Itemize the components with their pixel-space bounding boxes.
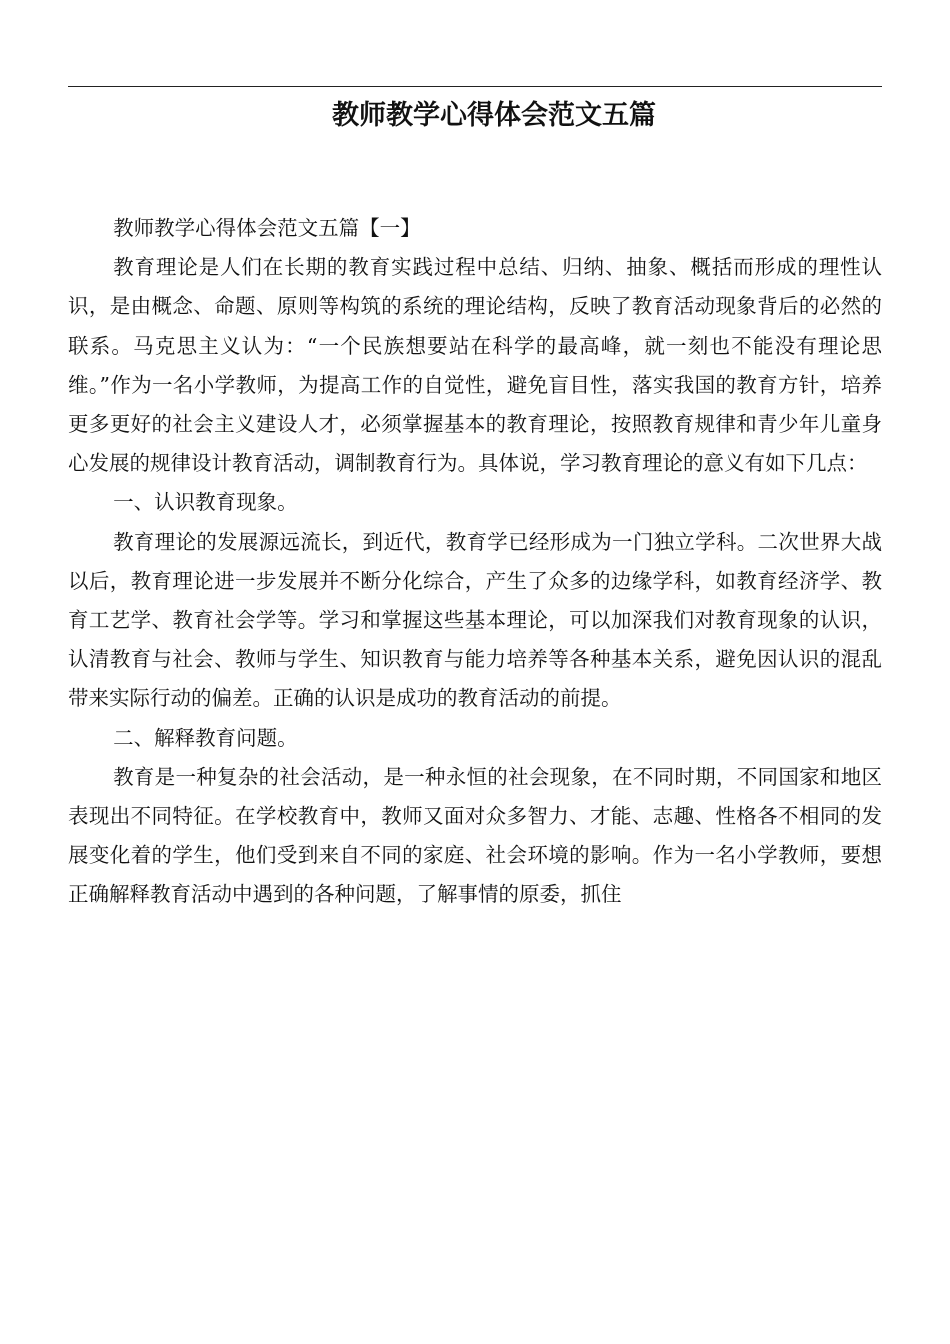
body-paragraph: 教育理论的发展源远流长，到近代，教育学已经形成为一门独立学科。二次世界大战以后，教育理论进一步发展并不断分化综合，产生了众多的边缘学科，如教育经济学、教育工艺学、教育社会学等。学习和掌握这些基本理论，可以加深我们对教育现象的认识，认清教育与社会、教师与学生、知识教育与能力培养等各种基本关系，避免因认识的混乱带来实际行动的偏差。正确的认识是成功的教育活动的前提。: [68, 529, 882, 711]
body-paragraph: 教育理论是人们在长期的教育实践过程中总结、归纳、抽象、概括而形成的理性认识，是由概念、命题、原则等构筑的系统的理论结构，反映了教育活动现象背后的必然的联系。马克思主义认为：“一个民族想要站在科学的最高峰，就一刻也不能没有理论思维。”作为一名小学教师，为提高工作的自觉性，避免盲目性，落实我国的教育方针，培养更多更好的社会主义建设人才，必须掌握基本的教育理论，按照教育规律和青少年儿童身心发展的规律设计教育活动，调制教育行为。具体说，学习教育理论的意义有如下几点：: [68, 255, 882, 476]
document-body: [68, 209, 882, 915]
subsection-heading: 二、解释教育问题。: [113, 725, 298, 750]
body-paragraph: 教育是一种复杂的社会活动，是一种永恒的社会现象，在不同时期，不同国家和地区表现出不同特征。在学校教育中，教师又面对众多智力、才能、志趣、性格各不相同的发展变化着的学生，他们受到来自不同的家庭、社会环境的影响。作为一名小学教师，要想正确解释教育活动中遇到的各种问题，了解事情的原委，抓住: [68, 764, 882, 907]
section-heading: 教师教学心得体会范文五篇【一】: [113, 216, 421, 240]
header-rule: [68, 86, 882, 87]
document-title: 教师教学心得体会范文五篇: [332, 100, 656, 131]
subsection-heading: 一、认识教育现象。: [113, 490, 298, 515]
